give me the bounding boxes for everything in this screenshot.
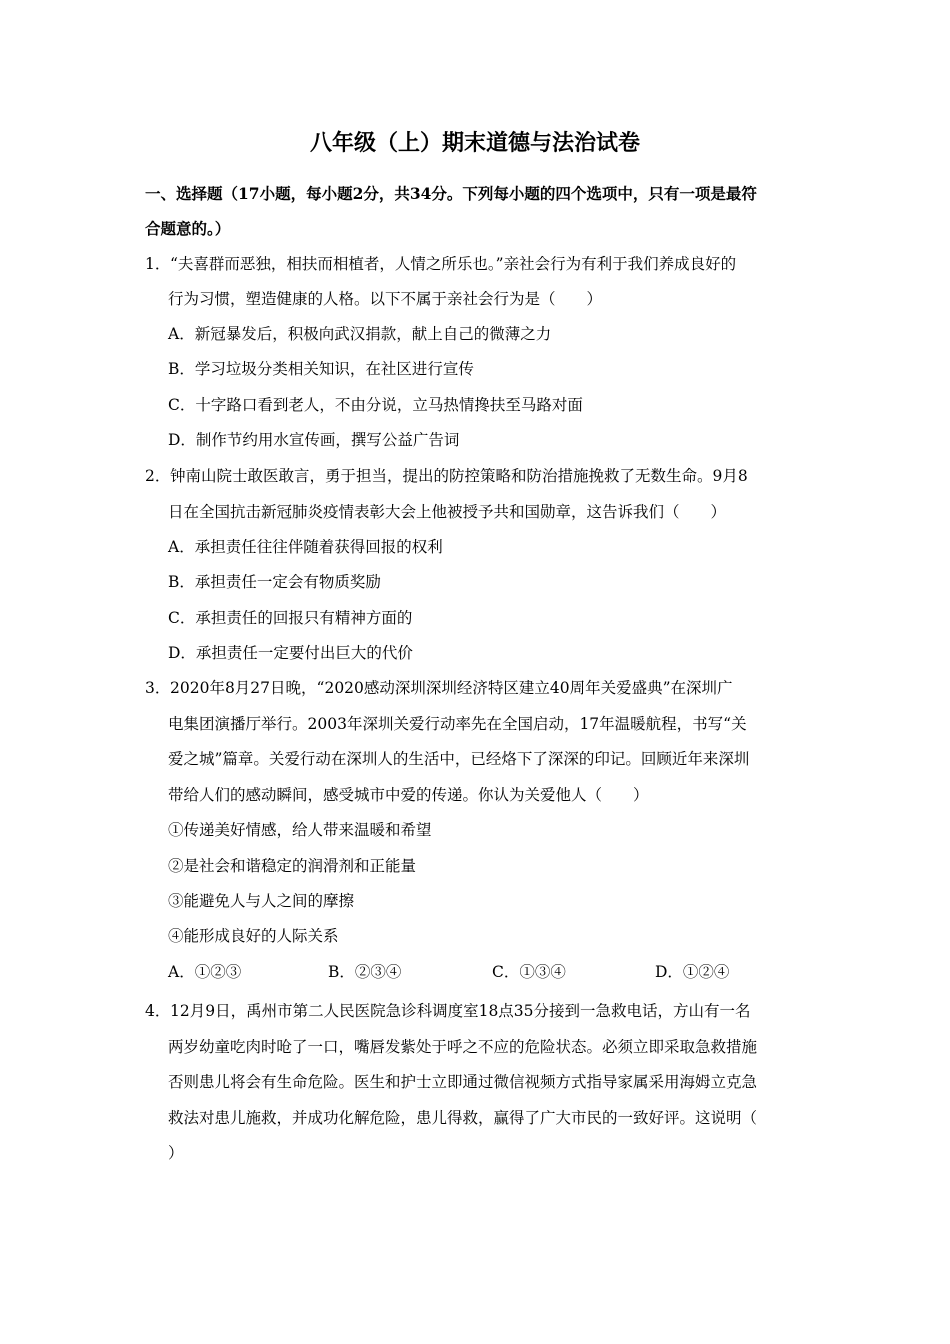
question-stem-line3: 否则患儿将会有生命危险。医生和护士立即通过微信视频方式指导家属采用海姆立克急: [168, 1073, 758, 1091]
option-d: D．制作节约用水宣传画，撰写公益广告词: [168, 431, 460, 449]
section-heading-line2: 合题意的。）: [145, 219, 231, 238]
question-stem-line3: 爱之城”篇章。关爱行动在深圳人的生活中，已经烙下了深深的印记。回顾近年来深圳: [168, 750, 750, 768]
question-stem-line1: 2020年8月27日晚，“2020感动深圳深圳经济特区建立40周年关爱盛典”在深圳广: [170, 679, 733, 697]
question-stem-line1: “夫喜群而恶独，相扶而相植者，人情之所乐也。”亲社会行为有利于我们养成良好的: [170, 255, 737, 273]
statement-3: ③能避免人与人之间的摩擦: [168, 892, 355, 910]
statement-4: ④能形成良好的人际关系: [168, 927, 339, 945]
question-stem-line2: 日在全国抗击新冠肺炎疫情表彰大会上他被授予共和国勋章，这告诉我们（ ）: [168, 503, 727, 521]
option-a: A．新冠暴发后，积极向武汉捐款，献上自己的微薄之力: [168, 325, 552, 343]
page-title: 八年级（上）期末道德与法治试卷: [309, 130, 640, 156]
question-number: 4．: [145, 1002, 171, 1020]
question-stem-line1: 12月9日，禹州市第二人民医院急诊科调度室18点35分接到一急救电话，方山有一名: [170, 1002, 751, 1020]
question-stem-line2: 两岁幼童吃肉时呛了一口，嘴唇发紫处于呼之不应的危险状态。必须立即采取急救措施: [168, 1038, 758, 1056]
question-stem-line4: 救法对患儿施救，并成功化解危险，患儿得救，赢得了广大市民的一致好评。这说明（: [168, 1109, 758, 1127]
option-b: B．②③④: [328, 963, 402, 981]
option-a: A．承担责任往往伴随着获得回报的权利: [168, 538, 443, 556]
question-stem-line2: 电集团演播厅举行。2003年深圳关爱行动率先在全国启动，17年温暖航程，书写“关: [168, 715, 747, 733]
option-d: D．承担责任一定要付出巨大的代价: [168, 644, 413, 662]
question-stem-line2: 行为习惯，塑造健康的人格。以下不属于亲社会行为是（ ）: [168, 290, 603, 308]
statement-1: ①传递美好情感，给人带来温暖和希望: [168, 821, 432, 839]
option-b: B．学习垃圾分类相关知识，在社区进行宣传: [168, 360, 474, 378]
section-heading-line1: 一、选择题（17小题，每小题2分，共34分。下列每小题的四个选项中，只有一项是最符: [145, 184, 757, 203]
question-stem-line4: 带给人们的感动瞬间，感受城市中爱的传递。你认为关爱他人（ ）: [168, 786, 649, 804]
question-number: 1．: [145, 255, 171, 273]
option-c: C．①③④: [492, 963, 566, 981]
option-d: D．①②④: [655, 963, 730, 981]
option-a: A．①②③: [168, 963, 242, 981]
option-b: B．承担责任一定会有物质奖励: [168, 573, 381, 591]
question-number: 3．: [145, 679, 171, 697]
question-stem-line5: ）: [168, 1144, 184, 1162]
question-stem-line1: 钟南山院士敢医敢言，勇于担当，提出的防控策略和防治措施挽救了无数生命。9月8: [170, 467, 748, 485]
option-c: C．承担责任的回报只有精神方面的: [168, 609, 413, 627]
option-c: C．十字路口看到老人，不由分说，立马热情搀扶至马路对面: [168, 396, 583, 414]
statement-2: ②是社会和谐稳定的润滑剂和正能量: [168, 857, 417, 875]
question-number: 2．: [145, 467, 171, 485]
